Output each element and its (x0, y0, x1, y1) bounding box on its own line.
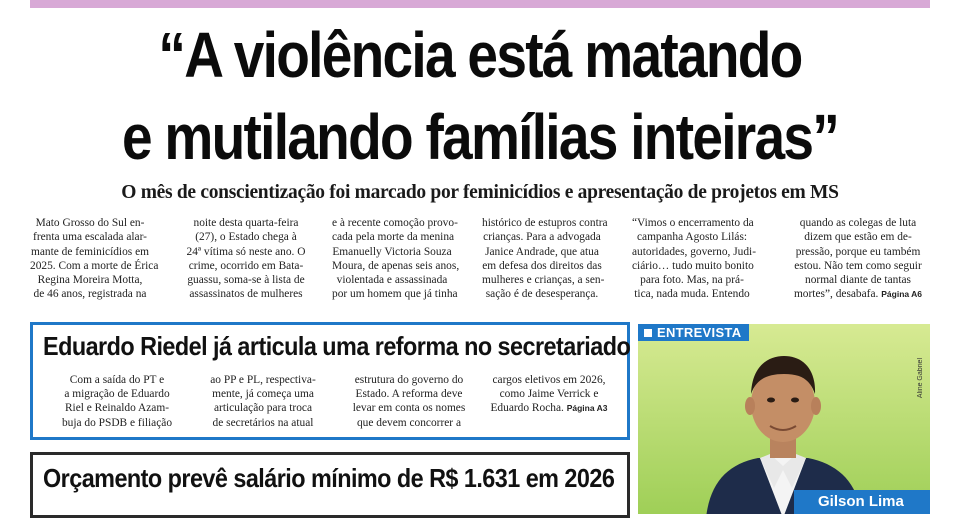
text-line: Mato Grosso do Sul en- (35, 217, 145, 229)
article-column (482, 216, 608, 302)
text-line: como Jaime Verrick e (499, 388, 599, 401)
text-line: levar em conta os nomes (352, 402, 466, 415)
text-line: histórico de estupros contra (482, 217, 608, 229)
text-line: crianças. Para a advogada (483, 231, 601, 244)
top-color-bar (30, 0, 930, 8)
text-line: crime, ocorrido em Bata- (188, 259, 304, 272)
text-line (788, 287, 928, 301)
interview-label (638, 324, 749, 341)
text-line: que devem concorrer a (356, 416, 462, 429)
text-line: violentada e assassinada (336, 274, 448, 287)
text-line: mente, já começa uma (212, 388, 314, 401)
text-line: em defesa dos direitos das (482, 259, 602, 272)
orcamento-story-title[interactable]: Orçamento prevê salário mínimo de R$ 1.631 em 2026 (43, 463, 615, 493)
text-line: tica, nada muda. Entendo (634, 288, 750, 301)
interviewee-name: Gilson Lima (794, 490, 930, 514)
article-column (632, 216, 757, 302)
main-headline[interactable] (67, 14, 893, 178)
text-line: estrutura do governo do (354, 374, 464, 386)
text-line-end: Eduardo Rocha. (490, 402, 564, 415)
text-line: Com a saída do PT e (69, 374, 165, 386)
page-reference[interactable]: Página A3 (566, 403, 608, 414)
text-line: 2025. Com a morte de Érica (30, 259, 159, 272)
subheadline: O mês de conscientização foi marcado por feminicídios e apresentação de projetos em MS (121, 182, 839, 203)
text-line: articulação para troca (213, 402, 313, 415)
text-line: mulheres e crianças, a sen- (482, 274, 605, 287)
text-line: guassu, soma-se à lista de (187, 274, 305, 287)
text-line: normal diante de tantas (805, 274, 911, 287)
text-line: de secretários na atual (212, 416, 314, 429)
text-line: dizem que estão em de- (804, 231, 912, 244)
text-line: “Vimos o encerramento da (632, 217, 754, 229)
text-line: 24ª vítima só neste ano. O (186, 245, 306, 258)
text-line: (27), o Estado chega à (195, 231, 297, 244)
text-line: campanha Agosto Lilás: (636, 231, 748, 244)
article-column (788, 216, 928, 302)
riedel-story-title[interactable]: Eduardo Riedel já articula uma reforma no secretariado (43, 331, 631, 361)
text-line: para foto. Mas, na prá- (640, 274, 744, 287)
text-line (479, 401, 619, 415)
text-line: assassinatos de mulheres (189, 288, 303, 301)
text-line: buja do PSDB e filiação (61, 416, 173, 429)
text-line: frenta uma escalada alar- (33, 231, 147, 244)
text-line: sação é de desesperança. (485, 288, 599, 301)
article-column (186, 216, 306, 302)
interview-label-text: ENTREVISTA (657, 325, 742, 340)
headline-line-1: “A violência está matando (158, 19, 802, 91)
text-line: Emanuelly Victoria Souza (332, 245, 452, 258)
orcamento-story-box[interactable] (30, 452, 630, 518)
headline-line-2: e mutilando famílias inteiras” (121, 101, 839, 173)
text-line: noite desta quarta-feira (193, 217, 299, 229)
interview-panel[interactable] (638, 324, 930, 514)
text-line-end: mortes”, desabafa. (793, 288, 879, 301)
text-line: Regina Moreira Motta, (37, 274, 143, 287)
square-bullet-icon (644, 329, 652, 337)
text-line: estou. Não tem como seguir (794, 259, 922, 272)
article-column (30, 216, 159, 302)
interviewee-photo[interactable] (698, 342, 868, 514)
text-line: e à recente comoção provo- (332, 217, 458, 229)
riedel-column (479, 373, 619, 416)
text-line: mante de feminicídios em (31, 245, 149, 258)
text-line: quando as colegas de luta (799, 217, 917, 229)
photo-credit: Aline Gabriel (917, 358, 924, 399)
text-line: cargos eletivos em 2026, (492, 374, 606, 386)
text-line: Janice Andrade, que atua (485, 245, 599, 258)
text-line: ao PP e PL, respectiva- (210, 374, 316, 386)
riedel-story-box[interactable] (30, 322, 630, 440)
text-line: Riel e Reinaldo Azam- (64, 402, 170, 415)
text-line: por um homem que já tinha (332, 288, 458, 301)
text-line: autoridades, governo, Judi- (632, 245, 757, 258)
article-body (30, 216, 930, 300)
text-line: cada pela morte da menina (332, 231, 455, 244)
article-column (332, 216, 460, 302)
text-line: ciário… tudo muito bonito (632, 259, 754, 272)
text-line: a migração de Eduardo (64, 388, 170, 401)
text-line: pressão, porque eu também (795, 245, 921, 258)
riedel-column (47, 373, 187, 430)
text-line: Moura, de apenas seis anos, (332, 259, 460, 272)
page-reference[interactable]: Página A6 (881, 289, 923, 300)
text-line: Estado. A reforma deve (355, 388, 463, 401)
riedel-column (339, 373, 479, 430)
text-line: de 46 anos, registrada na (33, 288, 147, 301)
riedel-column (193, 373, 333, 430)
